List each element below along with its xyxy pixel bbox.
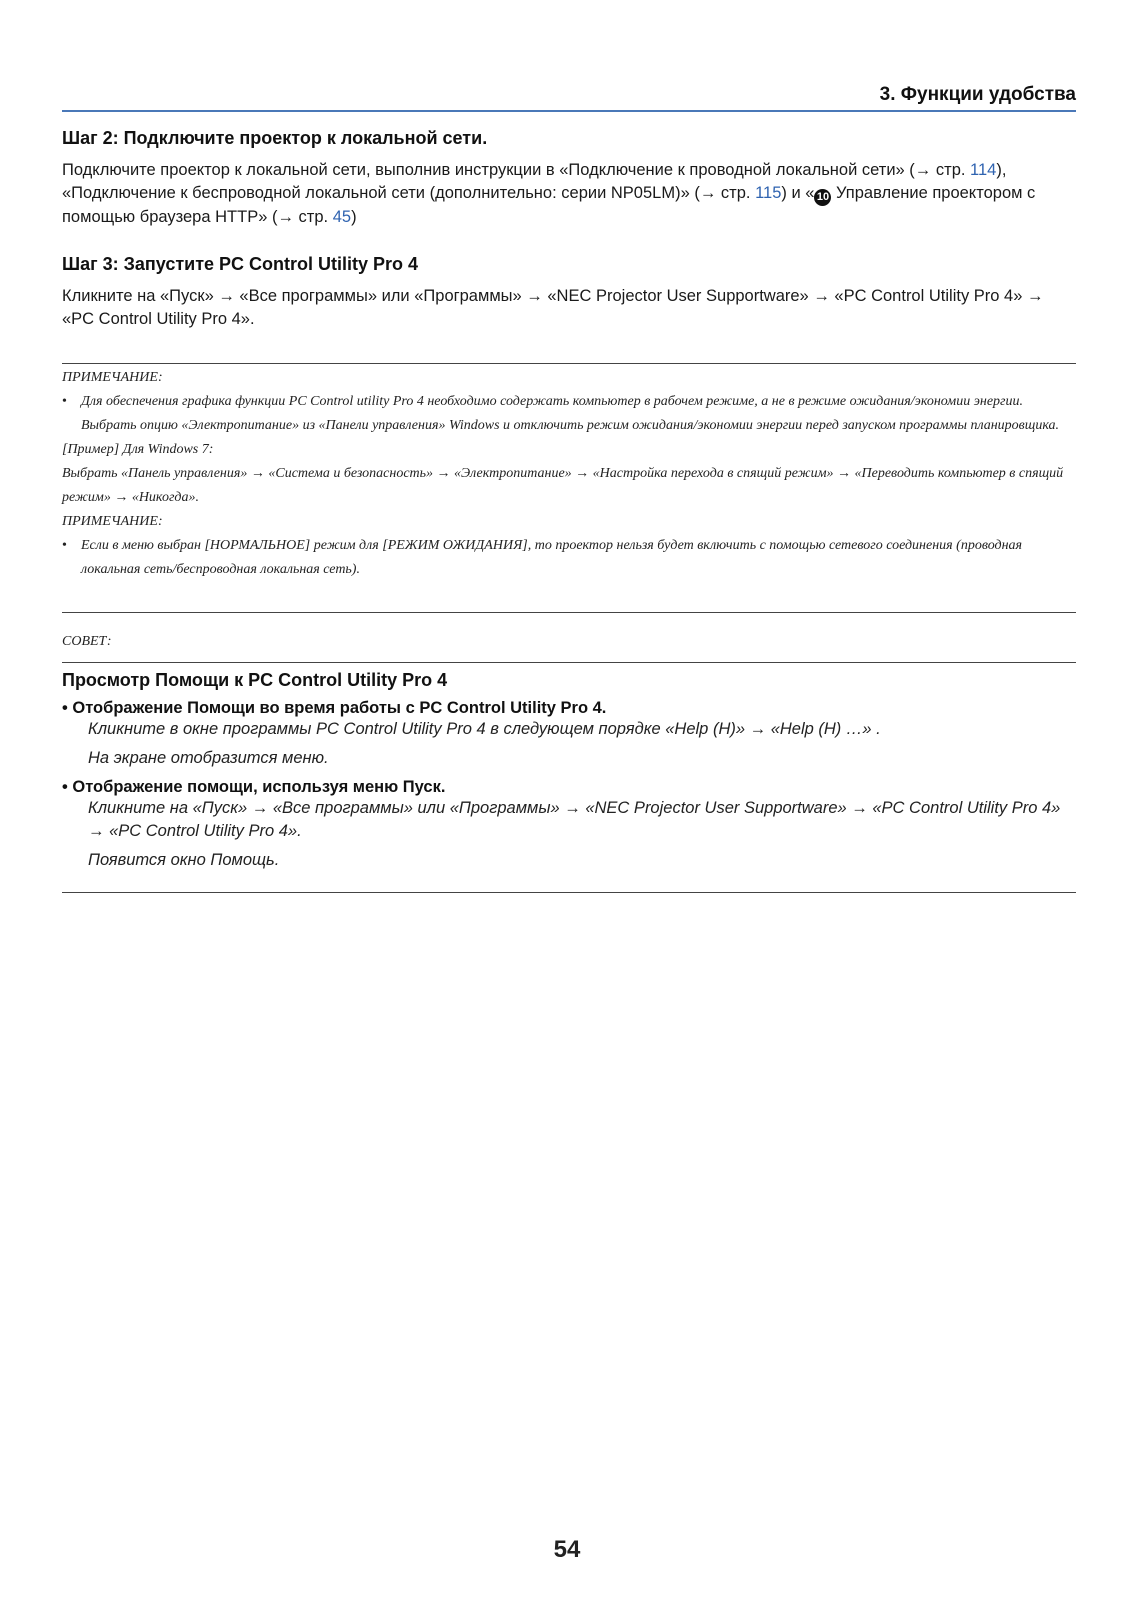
note-example-text: Выбрать «Панель управления» → «Система и безопасность» → «Электропитание» → «Настройка перехода в спящий режим» → «Переводить компьютер в спящий режим» → «Никогда». <box>62 466 1064 505</box>
chapter-title: 3. Функции удобства <box>879 84 1076 105</box>
step2-text-c: ) и « <box>781 184 815 202</box>
bullet-icon: • <box>62 538 67 553</box>
note-bullet-1 <box>62 390 1076 438</box>
page-link-114[interactable]: 114 <box>970 161 997 179</box>
step2-text-b: ), «Подключение к беспроводной локальной сети (дополнительно: серии NP05LM)» (→ стр. <box>62 161 1007 202</box>
chapter-rule <box>62 110 1076 112</box>
step2-section <box>62 128 1076 229</box>
circled-number-icon: 10 <box>814 189 831 206</box>
step2-text-a: Подключите проектор к локальной сети, выполнив инструкции в «Подключение к проводной локальной сети» (→ стр. <box>62 161 971 179</box>
note-bullet-1-text: Для обеспечения графика функции PC Control utility Pro 4 необходимо содержать компьютер в рабочем режиме, а не в режиме ожидания/экономии энергии. Выбрать опцию «Электропитание» из «Панели управления» Windows и отключить режим ожидания/экономии энергии перед запуском программы планировщика. <box>81 394 1060 433</box>
tip-heading: Просмотр Помощи к PC Control Utility Pro 4 <box>62 670 448 690</box>
step2-text-d: Управление проектором с помощью браузера HTTP» (→ стр. <box>62 184 1036 226</box>
step2-text <box>62 159 1076 229</box>
step2-text-e: ) <box>351 208 357 226</box>
notes-box <box>62 363 1076 613</box>
tip-item2-text: Кликните на «Пуск» → «Все программы» или «Программы» → «NEC Projector User Supportware» → «PC Control Utility Pro 4» → «PC Control Utility Pro 4». <box>88 799 1061 840</box>
note-label-2: ПРИМЕЧАНИЕ: <box>62 514 163 529</box>
tip-item1-text: Кликните в окне программы PC Control Utility Pro 4 в следующем порядке «Help (H)» → «Help (H) …» . <box>88 720 881 738</box>
note-bullet-2-text: Если в меню выбран [НОРМАЛЬНОЕ] режим для [РЕЖИМ ОЖИДАНИЯ], то проектор нельзя будет включить с помощью сетевого соединения (проводная локальная сеть/беспроводная локальная сеть). <box>81 538 1023 577</box>
note-bullet-2 <box>62 534 1076 582</box>
bullet-icon: • <box>62 394 67 409</box>
note-label-1: ПРИМЕЧАНИЕ: <box>62 370 163 385</box>
tip-item2-title: • Отображение помощи, используя меню Пуск. <box>62 778 446 796</box>
tip-item2-result: Появится окно Помощь. <box>88 851 280 869</box>
tip-item1-result: На экране отобразится меню. <box>88 749 329 767</box>
page-link-115[interactable]: 115 <box>755 184 782 202</box>
tip-item1-title: • Отображение Помощи во время работы с PC Control Utility Pro 4. <box>62 699 607 717</box>
step3-text: Кликните на «Пуск» → «Все программы» или «Программы» → «NEC Projector User Supportware» → «PC Control Utility Pro 4» → «PC Control Utility Pro 4». <box>62 287 1044 328</box>
tip-bottom-rule <box>62 892 1076 893</box>
note-example-label: [Пример] Для Windows 7: <box>62 442 214 457</box>
step3-heading: Шаг 3: Запустите PC Control Utility Pro 4 <box>62 254 419 274</box>
page-link-45[interactable]: 45 <box>332 208 352 226</box>
page-number: 54 <box>553 1536 581 1563</box>
tip-rule <box>62 662 1076 663</box>
tip-label: СОВЕТ: <box>62 634 112 649</box>
step3-section <box>62 254 1076 331</box>
step2-heading: Шаг 2: Подключите проектор к локальной сети. <box>62 128 488 148</box>
tip-section <box>62 670 1076 872</box>
